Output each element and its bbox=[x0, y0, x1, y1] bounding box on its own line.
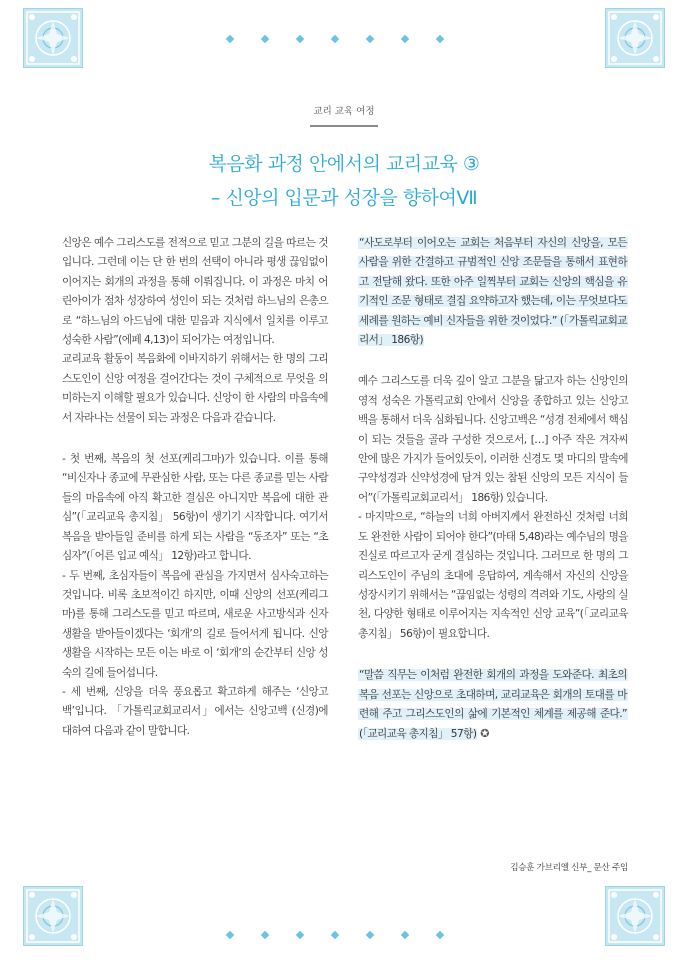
context-paragraph: 교리교육 활동이 복음화에 이바지하기 위해서는 한 명의 그리스도인이 신앙 여정을 걸어간다는 것이 구체적으로 무엇을 의미하는지 이해할 필요가 있습니다. 신앙이 한 사람의 마음속에서 자라나는 선물이 되는 과정은 다음과 같습니다. bbox=[62, 353, 328, 424]
intro-paragraph: 신앙은 예수 그리스도를 전적으로 믿고 그분의 길을 따르는 것입니다. 그런데 이는 단 한 번의 선택이 아니라 평생 끊임없이 이어지는 회개의 과정을 통해 이뤄집니다. 이 과정은 마치 어린아이가 점차 성장하여 성인이 되는 것처럼 하느님의 은총으로 “하느님의 아드님에 대한 믿음과 지식에서 일치를 이루고 성숙한 사람”(에페 4,13)이 되어가는 여정입니다. bbox=[62, 237, 328, 347]
page-title: 복음화 과정 안에서의 교리교육 ③ bbox=[208, 153, 480, 175]
catechism-quote bbox=[358, 234, 628, 350]
left-column bbox=[62, 234, 328, 741]
kicker-underline bbox=[310, 125, 378, 127]
directory-quote bbox=[358, 666, 628, 745]
decorative-dots-top bbox=[0, 34, 688, 44]
catechism-quote-text: “사도로부터 이어오는 교회는 처음부터 자신의 신앙을, 모든 사람을 위한 간결하고 규범적인 신앙 조문들을 통해서 표현하고 전달해 왔다. 또한 아주 일찍부터 교회는 신앙의 핵심을 유기적인 조문 형태로 결집 요약하고자 했는데, 이는 무엇보다도 세례를 원하는 예비 신자들을 위한 것이었다.” (「가톨릭교회교리서」 186항) bbox=[359, 237, 627, 347]
step-second-conversion: - 두 번째, 초심자들이 복음에 관심을 가지면서 심사숙고하는 것입니다. 비록 초보적이긴 하지만, 이때 신앙의 선포(케리그마)를 통해 그리스도를 믿고 따르며, 새로운 사고방식과 신자생활을 받아들이겠다는 ‘회개’의 길로 들어서게 됩니다. 신앙생활을 시작하는 모든 이는 바로 이 ‘회개’의 순간부터 신앙 성숙의 길에 들어섭니다. bbox=[62, 569, 328, 679]
decorative-dots-bottom bbox=[0, 930, 688, 940]
creed-paragraph: 예수 그리스도를 더욱 깊이 알고 그분을 닮고자 하는 신앙인의 영적 성숙은 가톨릭교회 안에서 신앙을 종합하고 있는 신앙고백을 통해서 더욱 심화됩니다. 신앙고백은 “성경 전체에서 핵심이 되는 것들을 골라 구성한 것으로서, […] 아주 작은 겨자씨 안에 많은 가지가 들어있듯이, 이러한 신경도 몇 마디의 말속에 구약성경과 신약성경에 담겨 있는 참된 신앙의 모든 지식이 들어”(「가톨릭교회교리서」 186항) 있습니다. bbox=[358, 375, 628, 504]
right-column bbox=[358, 234, 628, 745]
step-last-perfection: - 마지막으로, “하늘의 너희 아버지께서 완전하신 것처럼 너희도 완전한 사람이 되어야 한다”(마태 5,48)라는 예수님의 명을 진실로 따르고자 굳게 결심하는 것입니다. 그러므로 한 명의 그리스도인이 주님의 초대에 응답하여, 계속해서 자신의 신앙을 성장시키기 위해서는 “끊임없는 성령의 격려와 기도, 사랑의 실천, 다양한 형태로 이루어지는 지속적인 신앙 교육”(「교리교육 총지침」 56항)이 필요합니다. bbox=[358, 511, 628, 640]
step-first-kerygma: - 첫 번째, 복음의 첫 선포(케리그마)가 있습니다. 이를 통해 “비신자나 종교에 무관심한 사람, 또는 다른 종교를 믿는 사람들의 마음속에 아직 확고한 결심은 아니지만 복음에 대한 관심”(「교리교육 총지침」 56항)이 생기기 시작합니다. 여기서 복음을 받아들일 준비를 하게 되는 사람을 “동조자” 또는 “초심자”(「어른 입교 예식」 12항)라고 합니다. bbox=[62, 453, 328, 563]
author-byline: 김승훈 가브리엘 신부_ 문산 주임 bbox=[510, 863, 628, 873]
section-kicker: 교리 교육 여정 bbox=[313, 106, 375, 117]
directory-quote-text: “말씀 직무는 이처럼 완전한 회개의 과정을 도와준다. 최초의 복음 선포는 신앙으로 초대하며, 교리교육은 회개의 토대를 마련해 주고 그리스도인의 삶에 기본적인 체계를 제공해 준다.” (「교리교육 총지침」 57항) bbox=[359, 669, 627, 741]
page-subtitle: – 신앙의 입문과 성장을 향하여Ⅶ bbox=[210, 187, 478, 209]
end-mark-icon: ✪ bbox=[480, 727, 489, 741]
step-third-profession: - 세 번째, 신앙을 더욱 풍요롭고 확고하게 해주는 ‘신앙고백’입니다. 「가톨릭교회교리서」에서는 신앙고백 (신경)에 대하여 다음과 같이 말합니다. bbox=[62, 685, 328, 737]
